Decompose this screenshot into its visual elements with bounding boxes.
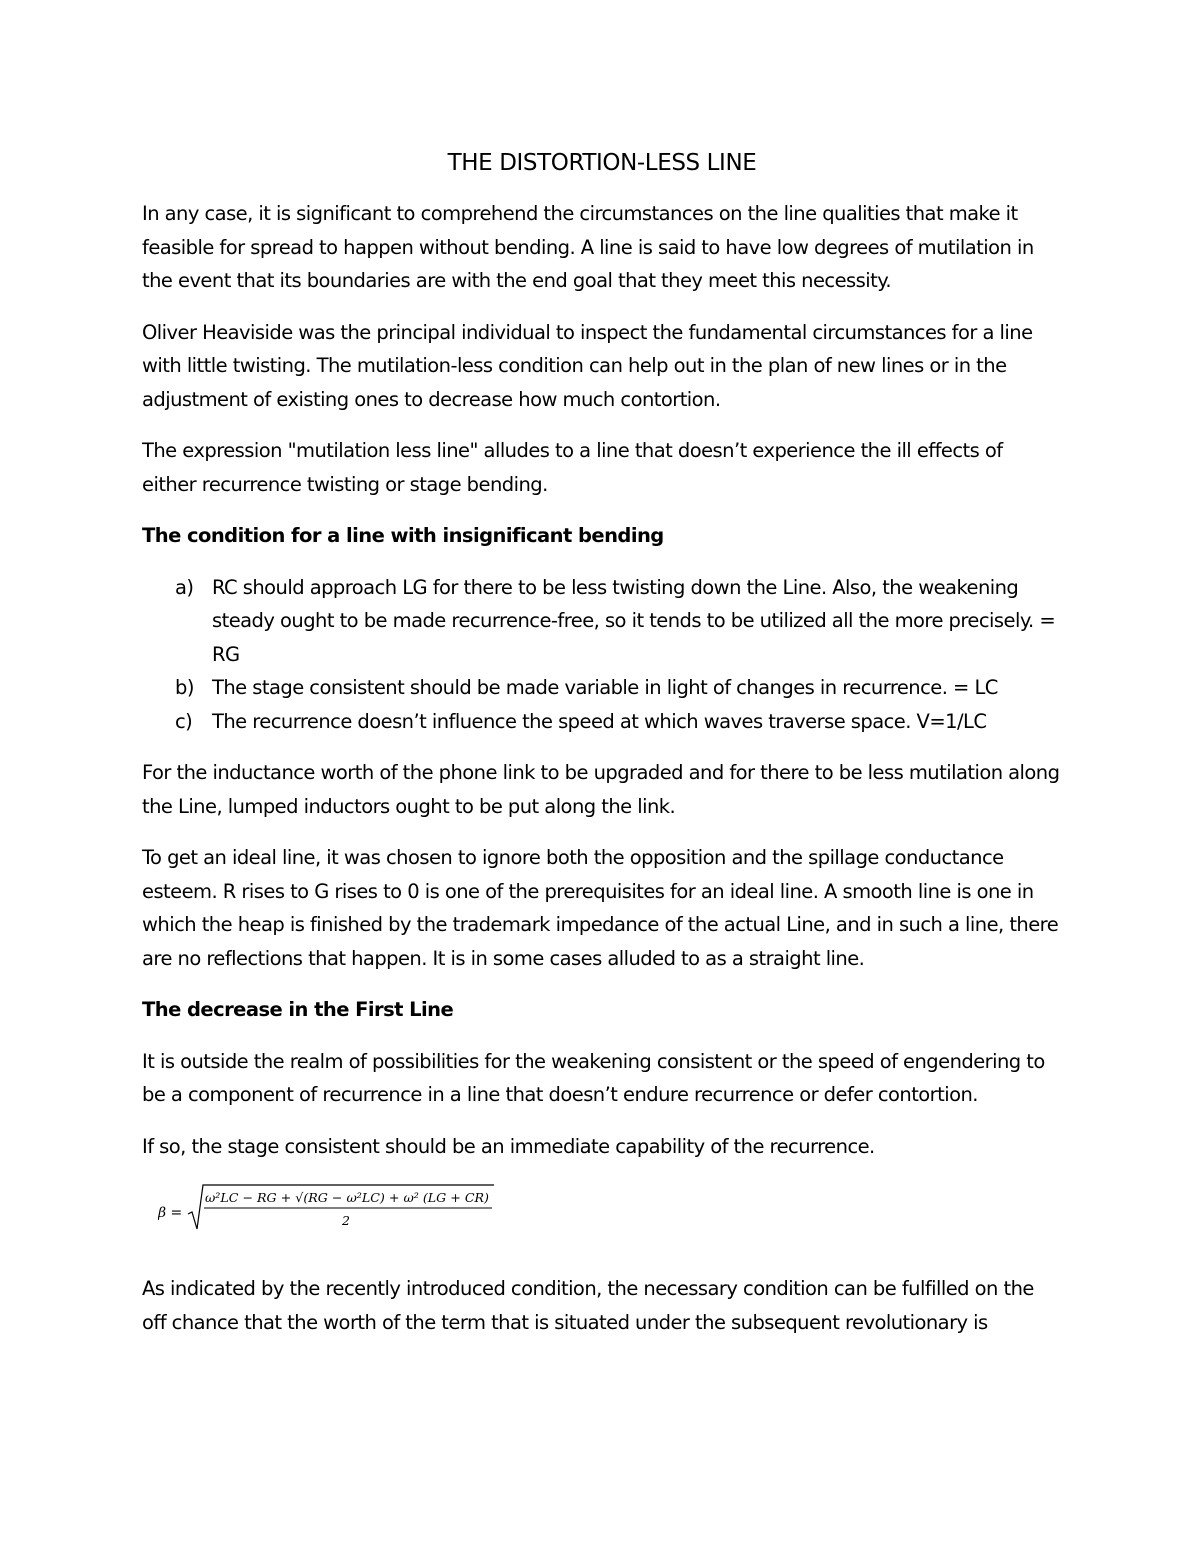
- formula-lhs: β =: [158, 1205, 183, 1221]
- document-body: [142, 146, 1062, 1357]
- formula-denominator: 2: [342, 1213, 350, 1228]
- list-item: [142, 571, 1062, 672]
- list-item: [142, 671, 1062, 705]
- list-marker: b): [175, 676, 194, 699]
- paragraph: To get an ideal line, it was chosen to ignore both the opposition and the spillage conductance esteem. R rises to G rises to 0 is one of the prerequisites for an ideal line. A smooth line is one in which the heap is finished by the trademark impedance of the actual Line, and in such a line, there are no reflections that happen. It is in some cases alluded to as a straight line.: [142, 846, 1059, 970]
- paragraph: As indicated by the recently introduced condition, the necessary condition can be fulfilled on the off chance that the worth of the term that is situated under the subsequent revolutionary is: [142, 1277, 1034, 1334]
- paragraph: For the inductance worth of the phone link to be upgraded and for there to be less mutilation along the Line, lumped inductors ought to be put along the link.: [142, 761, 1060, 818]
- formula-graphic: [158, 1181, 518, 1237]
- list-marker: a): [175, 575, 194, 599]
- paragraph: The expression "mutilation less line" alludes to a line that doesn’t experience the ill effects of either recurrence twisting or stage bending.: [142, 439, 1003, 496]
- conditions-list: [142, 571, 1062, 739]
- list-item-text: The recurrence doesn’t influence the speed at which waves traverse space. V=1/LC: [212, 709, 987, 733]
- list-item-text: The stage consistent should be made variable in light of changes in recurrence. = LC: [212, 676, 998, 699]
- list-marker: c): [175, 709, 193, 733]
- beta-formula: [158, 1181, 1062, 1237]
- list-item-text: RC should approach LG for there to be less twisting down the Line. Also, the weakening steady ought to be made recurrence-free, so it tends to be utilized all the more precisely. = RG: [212, 575, 1056, 666]
- paragraph: It is outside the realm of possibilities for the weakening consistent or the speed of engendering to be a component of recurrence in a line that doesn’t endure recurrence or defer contortion.: [142, 1049, 1045, 1106]
- paragraph: If so, the stage consistent should be an immediate capability of the recurrence.: [142, 1134, 875, 1158]
- section-heading: The condition for a line with insignificant bending: [142, 524, 664, 547]
- paragraph: In any case, it is significant to comprehend the circumstances on the line qualities that make it feasible for spread to happen without bending. A line is said to have low degrees of mutilation in the event that its boundaries are with the end goal that they meet this necessity.: [142, 202, 1034, 292]
- page-title: THE DISTORTION-LESS LINE: [447, 150, 757, 176]
- section-heading: The decrease in the First Line: [142, 998, 454, 1021]
- list-item: [142, 705, 1062, 739]
- formula-numerator: ω²LC − RG + √(RG − ω²LC) + ω² (LG + CR): [205, 1190, 490, 1205]
- paragraph: Oliver Heaviside was the principal individual to inspect the fundamental circumstances for a line with little twisting. The mutilation-less condition can help out in the plan of new lines or in the adjustment of existing ones to decrease how much contortion.: [142, 320, 1033, 411]
